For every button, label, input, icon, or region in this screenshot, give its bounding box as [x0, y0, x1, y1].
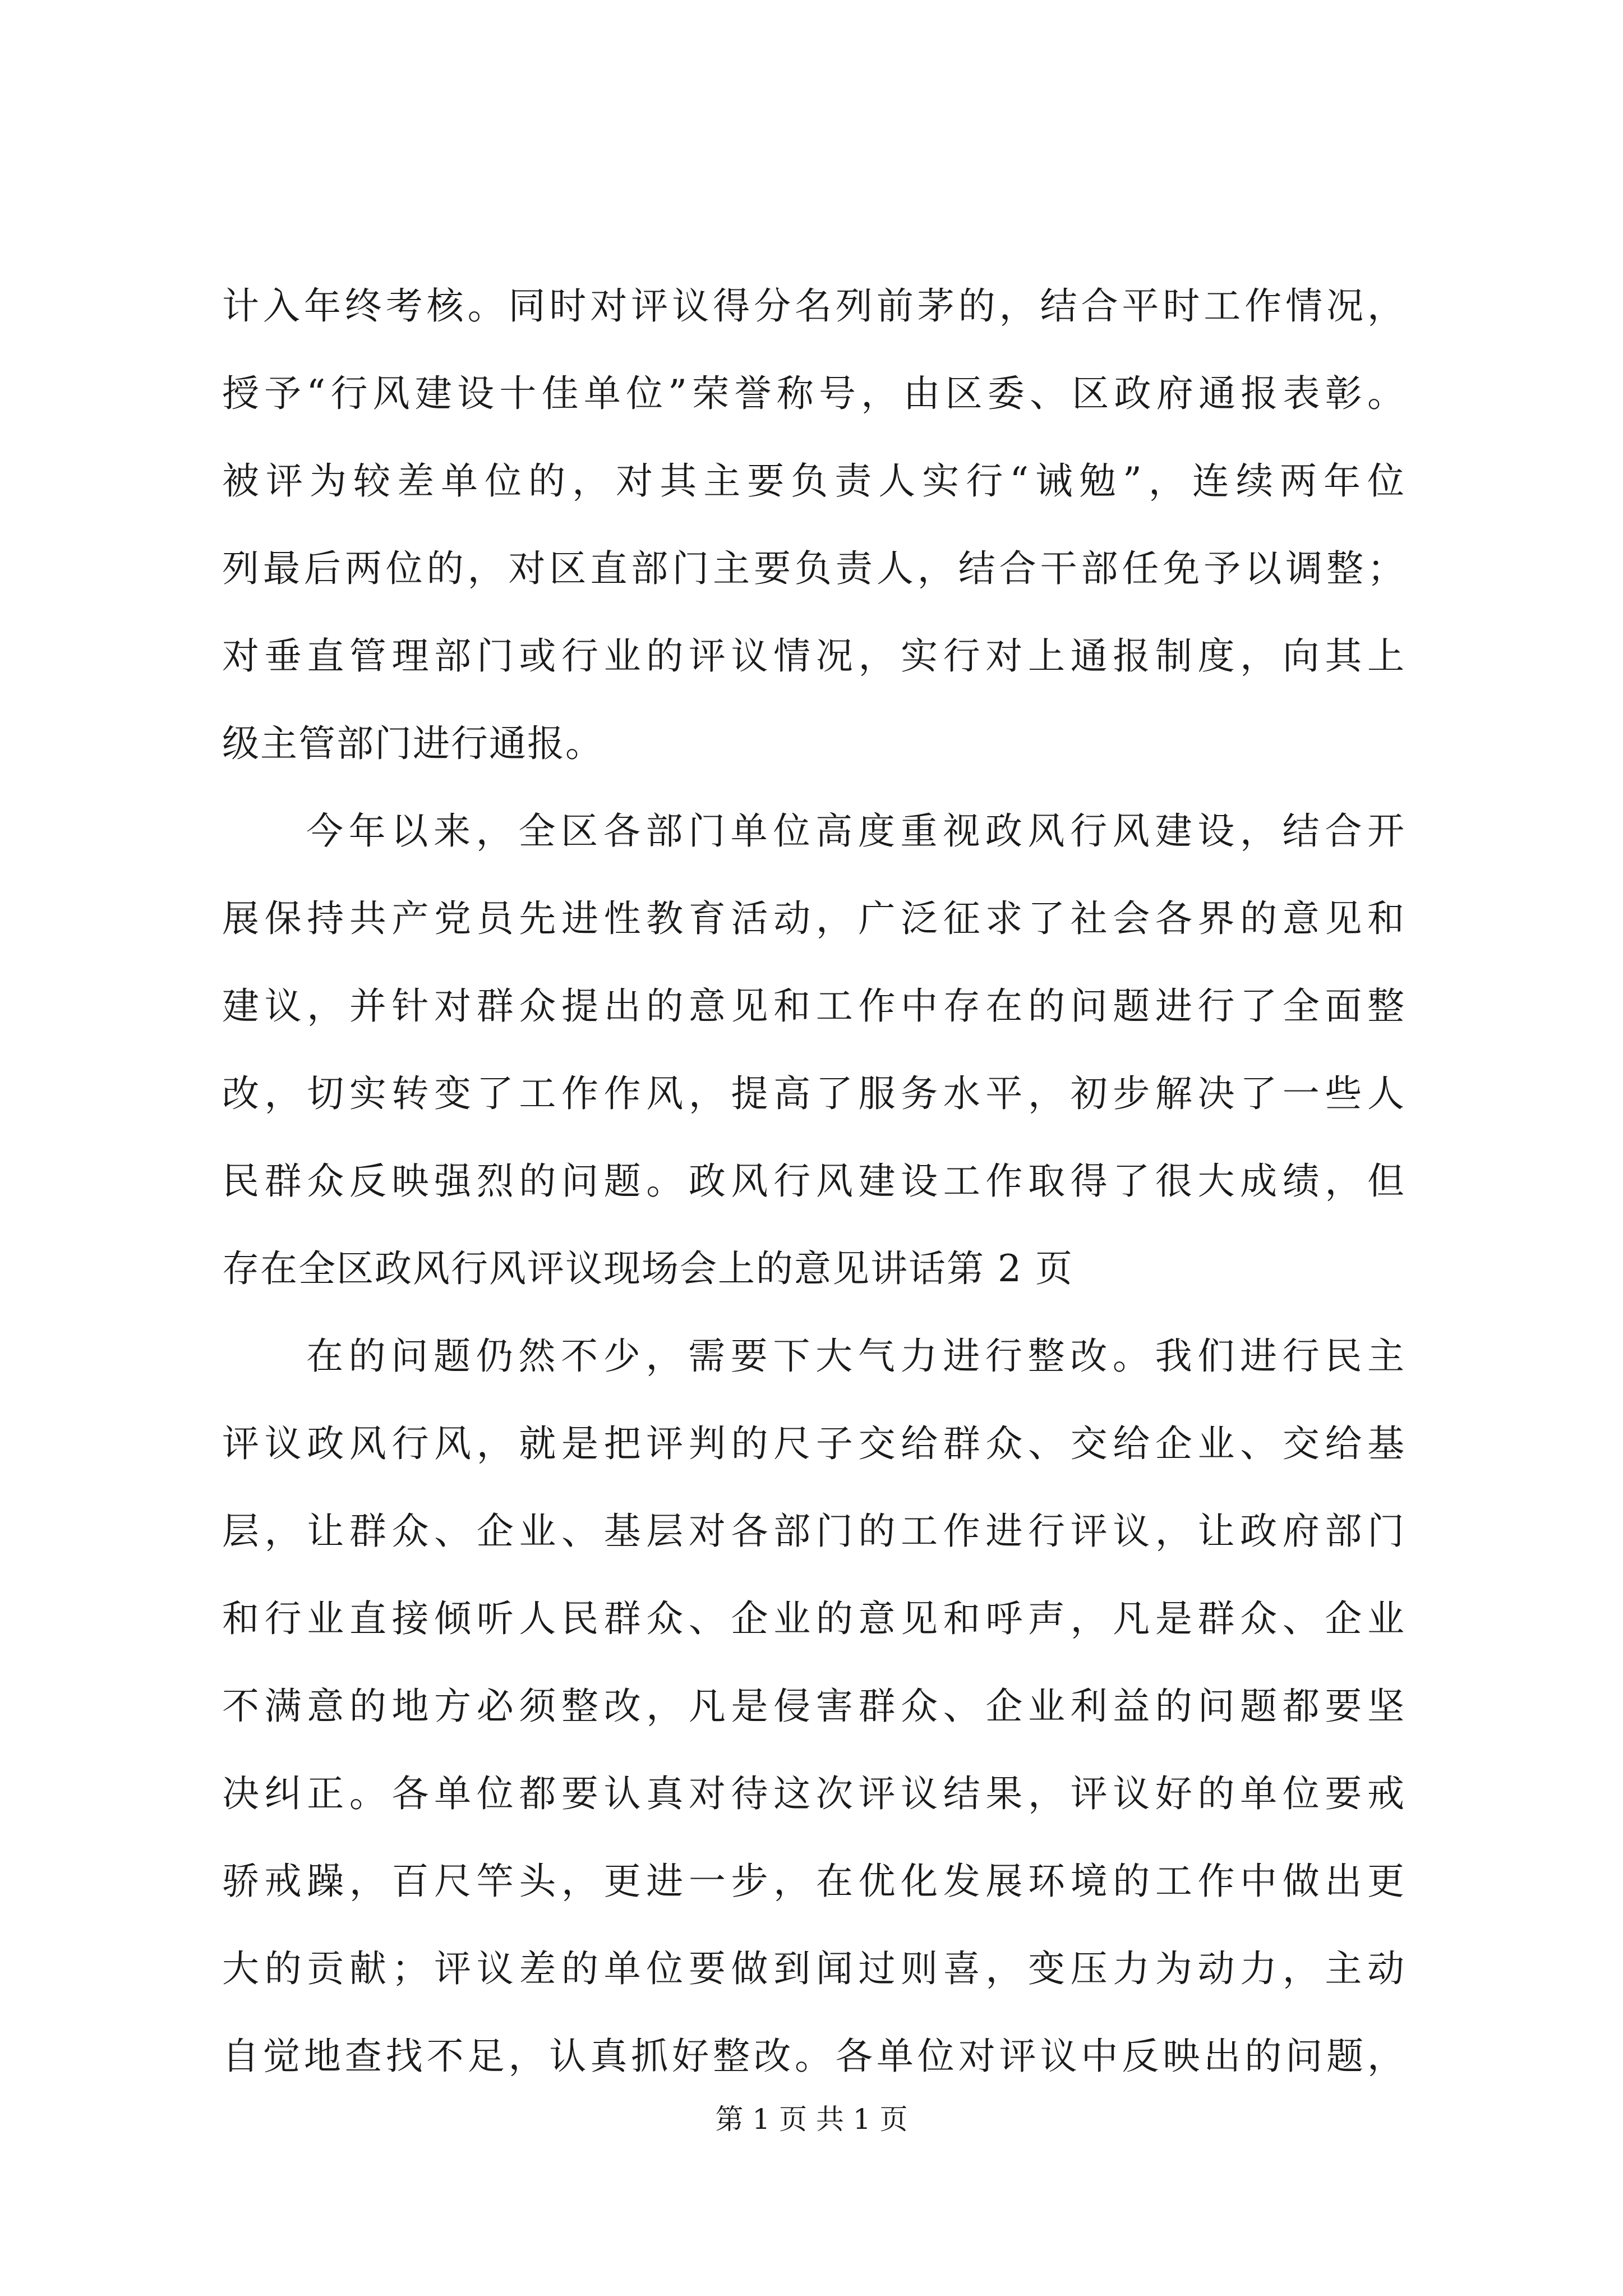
page-number: 第 1 页 共 1 页 [715, 2103, 908, 2136]
text-line: 对垂直管理部门或行业的评议情况，实行对上通报制度，向其上 [222, 634, 1405, 678]
text-line: 层，让群众、企业、基层对各部门的工作进行评议，让政府部门 [222, 1510, 1405, 1553]
text-line: 大的贡献；评议差的单位要做到闻过则喜，变压力为动力，主动 [222, 1947, 1405, 1990]
text-line: 在的问题仍然不少，需要下大气力进行整改。我们进行民主 [306, 1335, 1405, 1378]
text-line: 建议，并针对群众提出的意见和工作中存在的问题进行了全面整 [222, 984, 1405, 1028]
text-line: 民群众反映强烈的问题。政风行风建设工作取得了很大成绩，但 [222, 1159, 1405, 1203]
paragraph [222, 1313, 1405, 2100]
page-footer [0, 2102, 1623, 2136]
text-line: 计入年终考核。同时对评议得分名列前茅的，结合平时工作情况， [222, 284, 1405, 328]
text-line: 决纠正。各单位都要认真对待这次评议结果，评议好的单位要戒 [222, 1772, 1405, 1815]
text-line: 骄戒躁，百尺竿头，更进一步，在优化发展环境的工作中做出更 [222, 1860, 1405, 1903]
paragraph [222, 263, 1405, 788]
text-line: 改，切实转变了工作作风，提高了服务水平，初步解决了一些人 [222, 1072, 1405, 1115]
document-body [222, 263, 1405, 2100]
text-line: 列最后两位的，对区直部门主要负责人，结合干部任免予以调整； [222, 547, 1405, 590]
text-line: 存在全区政风行风评议现场会上的意见讲话第 2 页 [222, 1247, 1073, 1290]
text-line: 评议政风行风，就是把评判的尺子交给群众、交给企业、交给基 [222, 1422, 1405, 1465]
text-line: 自觉地查找不足，认真抓好整改。各单位对评议中反映出的问题， [222, 2035, 1405, 2078]
text-line: 授予“行风建设十佳单位”荣誉称号，由区委、区政府通报表彰。 [222, 372, 1405, 415]
text-line: 被评为较差单位的，对其主要负责人实行“诫勉”，连续两年位 [222, 459, 1405, 503]
text-line: 不满意的地方必须整改，凡是侵害群众、企业利益的问题都要坚 [222, 1685, 1405, 1728]
text-line: 展保持共产党员先进性教育活动，广泛征求了社会各界的意见和 [222, 897, 1405, 940]
paragraph [222, 788, 1405, 1313]
text-line: 和行业直接倾听人民群众、企业的意见和呼声，凡是群众、企业 [222, 1597, 1405, 1640]
text-line: 级主管部门进行通报。 [222, 722, 603, 765]
text-line: 今年以来，全区各部门单位高度重视政风行风建设，结合开 [306, 809, 1405, 853]
